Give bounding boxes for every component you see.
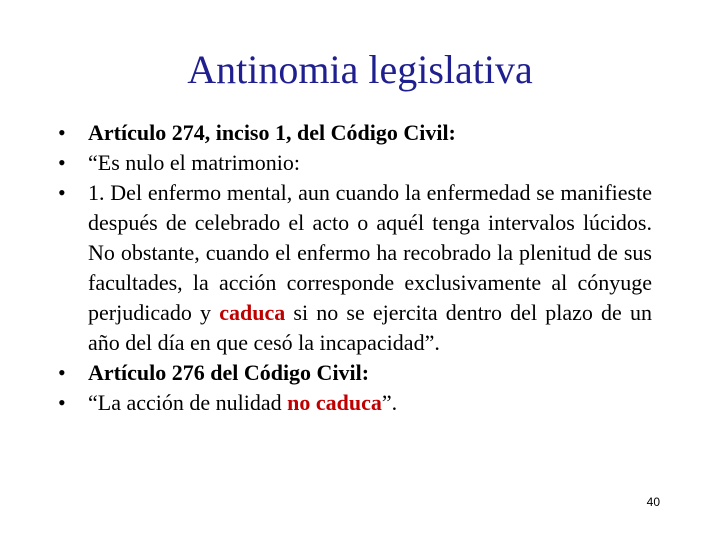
bullet-icon: • [58,360,66,385]
bullet-item-article-274 [58,118,652,148]
bullet-text-part: 1. Del enfermo mental, aun cuando la enfermedad se manifieste después de celebrado el acto o aquél tenga intervalos lúcidos. No obstante, cuando el enfermo ha recobrado la plenitud de sus facultades, la acción corresponde exclusivamente al cónyuge perjudicado y [88,180,652,325]
bullet-icon: • [58,120,66,145]
highlight-caduca: caduca [219,300,286,325]
bullet-icon: • [58,150,66,175]
bullet-item-enfermo-mental [58,178,652,358]
bullet-text-part: si no se ejercita dentro del plazo de un año del día en que cesó la incapacidad”. [88,300,652,355]
bullet-list [58,118,652,418]
highlight-no-caduca: no caduca [287,390,382,415]
bullet-item-nulo [58,148,652,178]
bullet-item-no-caduca [58,388,652,418]
bullet-text: Artículo 276 del Código Civil: [88,360,370,385]
slide-title: Antinomia legislativa [187,47,533,92]
bullet-icon: • [58,180,66,205]
bullet-icon: • [58,390,66,415]
bullet-text-part: “La acción de nulidad [88,390,288,415]
bullet-text-part: ”. [381,390,398,415]
bullet-text [88,388,652,418]
bullet-text: “Es nulo el matrimonio: [88,150,301,175]
bullet-item-article-276 [58,358,652,388]
page-number: 40 [646,495,660,509]
bullet-text: Artículo 274, inciso 1, del Código Civil: [88,120,456,145]
bullet-text [88,178,652,358]
